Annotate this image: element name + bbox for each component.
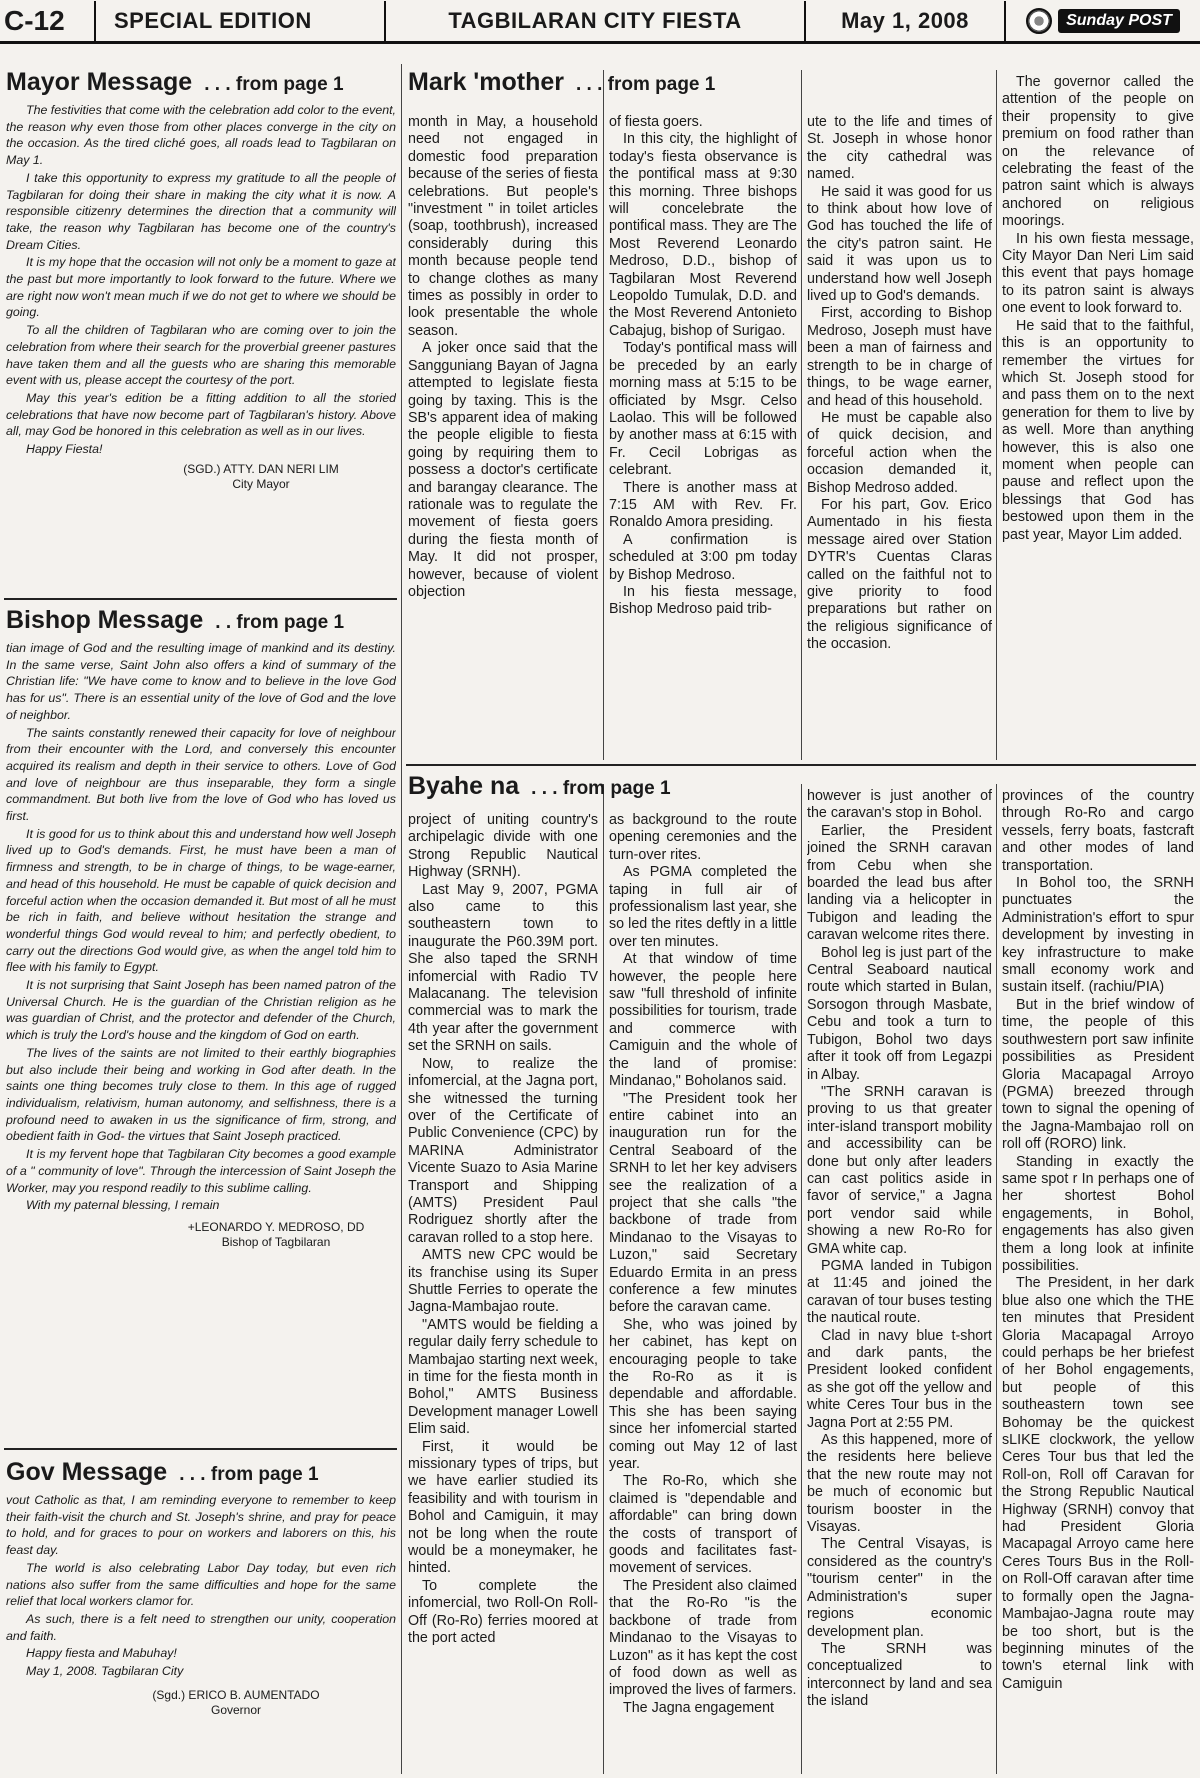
paragraph: Clad in navy blue t-short and dark pants, the President looked confident as she got off the yellow and white Ceres Tour bus in the Jagna Port at 2:55 PM. [807,1327,992,1431]
paragraph: Today's pontifical mass will be preceded by an early morning mass at 5:15 to be officiated by Msgr. Celso Laolao. This will be followed by another mass at 6:15 with Fr. Cecil Lobrigas as celebrant. [609,340,797,479]
gov-signature-title: Governor [210,1702,262,1717]
paragraph: however is just another of the caravan's stop in Bohol. [807,788,992,822]
paragraph: May 1, 2008. Tagbilaran City [26,1664,184,1679]
paragraph: With my paternal blessing, I remain [26,1198,220,1213]
headline-title: Mark 'mother [408,68,564,96]
paragraph: project of uniting country's archipelagic divide with one Strong Republic Nautical Highway (SRNH). [408,812,598,881]
headline-title: Byahe na [408,772,520,800]
paragraph: First, it would be missionary types of trips, but we have earlier studied its feasibility and with tourism in Bohol and Camiguin, it may not be long when the route would be a moneymaker, he hinted. [408,1438,598,1577]
byahe-column-1 [408,812,598,1774]
section-divider [4,1448,397,1450]
gov-signature: (Sgd.) ERICO B. AUMENTADO [152,1687,320,1702]
edition-label: SPECIAL EDITION [96,1,386,41]
paragraph: She, who was joined by her cabinet, has kept on encouraging people to take the Ro-Ro as it is dependable and affordable. This she has been saying since her infomercial started coming out May 12 of last year. [609,1316,797,1473]
paragraph: He said that to the faithful, this is an opportunity to remember the virtues for which St. Joseph stood for and pass them on to the next generation for them to live by as well. More than anything however, this is also one moment when people can pause and reflect upon the blessings that God has bestowed upon them in the past year, Mayor Lim added. [1002,317,1194,543]
paragraph: vout Catholic as that, I am reminding everyone to remember to keep their faith-visit the church and St. Joseph's shrine, and pray for peace to hold, and for graces to pour on workers and laborers on this, his feast day. [6,1493,396,1558]
mark-column-4 [1002,74,1194,760]
gov-body [6,1492,396,1680]
paragraph: The world is also celebrating Labor Day today, but even rich nations also suffer from the same difficulties and hope for the same relief that local workers clamor for. [6,1560,396,1609]
continued-from: . . . from page 1 [531,778,671,799]
paragraph: Happy fiesta and Mabuhay! [26,1646,177,1661]
paragraph: The Central Visayas, is considered as the country's "tourism center" in the Administration's super regions economic development plan. [807,1536,992,1640]
paragraph: It is not surprising that Saint Joseph has been named patron of the Universal Church. He is the guardian of the Christian religion as he was guardian of Christ, and the protector and defender of the Church, which is truly the Lord's house and the kingdom of God on earth. [6,978,396,1043]
column-rule [603,70,604,760]
issue-date: May 1, 2008 [806,1,1006,41]
headline-title: Mayor Message [6,68,193,96]
paragraph: "The President took her entire cabinet into an inauguration run for the Central Seaboard of the SRNH to let her key advisers see the realization of a project that she calls "the backbone of trade from Mindanao to the Visayas to Luzon," said Secretary Eduardo Ermita in an press conference a few minutes before the caravan came. [609,1090,797,1316]
paragraph: May this year's edition be a fitting addition to all the storied celebrations that have now become part of Tagbilaran's history. Above all, may God be honored in this celebration as well as in our lives. [6,390,396,439]
seal-icon [1026,8,1052,34]
gov-message [6,1458,396,1774]
column-rule [996,70,997,760]
mark-headline [408,68,798,104]
paragraph: The SRNH was conceptualized to interconnect by land and sea the island [807,1640,992,1710]
paragraph: In this city, the highlight of today's fiesta observance is the pontifical mass at 9:30 this morning. Three bishops will concelebrate the pontifical mass. They are The Most Reverend Leonardo Medroso, D.D., bishop of Tagbilaran Most Reverend Leopoldo Tumulak, D.D. and the Most Reverend Antonieto Cabajug, bishop of Surigao. [609,131,797,339]
paragraph: Standing in exactly the same spot r In perhaps one of her shortest Bohol engagements, in Bohol, engagements has also given them a long look at infinite possibilities. [1002,1153,1194,1274]
mayor-signature-title: City Mayor [232,476,290,491]
section-title: TAGBILARAN CITY FIESTA [386,1,806,41]
paragraph: To complete the infomercial, two Roll-On Roll-Off (Ro-Ro) ferries moored at the port acted [408,1577,598,1647]
continued-from: . . . from page 1 [179,1464,319,1485]
paragraph: It is good for us to think about this and understand how well Joseph lived up to God's demands. First, he must have been a man of firmness and strength, to be in charge of things, to be wage-earner, and head of this household. He must be capable of quick decision and forceful action when the occasion demanded it. But most of all he must be rich in faith, and believe without hesitation the strange and wonderful things God would reveal to him; and perfectly obedient, to carry out the directions God would give, as when the angel told him to flee with his family to Egypt. [6,826,396,975]
bishop-signature-title: Bishop of Tagbilaran [221,1234,331,1249]
column-rule [401,64,402,1774]
paragraph: The President also claimed that the Ro-Ro "is the backbone of trade from Mindanao to the Visayas to Luzon" as it has kept the cost of food down as well as improved the lives of farmers. [609,1577,797,1699]
section-divider [4,598,397,600]
paragraph: For his part, Gov. Erico Aumentado in his fiesta message aired over Station DYTR's Cuentas Claras called on the faithful not to give priority to food preparations but rather on the religious significance of the occasion. [807,496,992,653]
column-rule [801,784,802,1774]
paragraph: of fiesta goers. [609,114,703,130]
paragraph: The Jagna engagement [623,1699,775,1716]
continued-from: . . from page 1 [215,612,345,633]
paragraph: It is my fervent hope that Tagbilaran City becomes a good example of a " community of love". Through the intercession of Saint Joseph the Worker, may you respond readily to this sublime calling. [6,1147,396,1195]
paragraph: As this happened, more of the residents here believe that the new route may not be much of economic but tourism booster in the Visayas. [807,1432,992,1536]
bishop-signature: +LEONARDO Y. MEDROSO, DD [187,1219,365,1234]
paragraph: I take this opportunity to express my gratitude to all the people of Tagbilaran for doing their share in making the city what it is now. A responsible citizenry determines the direction that a community will take, the reason why Tagbilaran has become one of the country's Dream Cities. [6,170,396,252]
paragraph: The saints constantly renewed their capacity for love of neighbour from their encounter with the Lord, and conversely this encounter acquired its realism and depth in their service to others. Love of God and love of neighbour are thus inseparable, they form a single commandment. But both live from the love of God who has loved us first. [6,725,396,824]
paragraph: At that window of time however, the people here saw "full threshold of infinite possibilities for tourism, trade and commerce with Camiguin and the whole of the land of promise: Mindanao," Boholanos said. [609,951,797,1090]
mayor-signature: (SGD.) ATTY. DAN NERI LIM [183,461,339,476]
section-divider [406,764,1196,766]
paragraph: Now, to realize the infomercial, at the Jagna port, she witnessed the turning over of the Certificate of Public Convenience (CPC) by MARINA Administrator Vicente Suazo to Asia Marine Transport and Shipping (AMTS) President Paul Rodriguez shortly after the caravan rolled to a stop here. [408,1055,598,1246]
paragraph: A confirmation is scheduled at 3:00 pm today by Bishop Medroso. [609,531,797,583]
mark-column-1 [408,114,598,760]
paragraph: He said it was good for us to think about how love of God has touched the life of the city's patron saint. He said it was upon us to understand how well Joseph lived up to God's demands. [807,183,992,305]
logo-text: Sunday POST [1058,9,1180,33]
bishop-body [6,640,396,1214]
gov-headline [6,1458,396,1492]
paragraph: as background to the route opening ceremonies and the turn-over rites. [609,812,797,863]
bishop-message [6,606,396,1446]
paragraph: In his fiesta message, Bishop Medroso paid trib- [609,583,797,618]
mayor-message [6,68,396,596]
paragraph: Last May 9, 2007, PGMA also came to this southeastern town to inaugurate the P60.39M port. She also taped the SRNH infomercial with Radio TV Malacanang. The television commercial was to mark the 4th year after the government set the SRNH on sails. [408,881,598,1055]
mark-column-3 [807,114,992,760]
headline-title: Gov Message [6,1458,168,1486]
paragraph: ute to the life and times of St. Joseph in whose honor the city cathedral was named. [807,114,992,183]
page-number: C-12 [0,1,96,41]
paragraph: But in the brief window of time, the people of this southwestern port saw infinite possibilities as President Gloria Macapagal Arroyo (PGMA) breezed through town to signal the opening of the Jagna-Mambajao roll on roll off (RORO) link. [1002,996,1194,1153]
paragraph: To all the children of Tagbilaran who are coming over to join the celebration from where their search for the proverbial greener pastures have taken them and all the guests who are sharing this memorable event with us, please accept the courtesy of the port. [6,323,396,388]
paragraph: There is another mass at 7:15 AM with Rev. Fr. Ronaldo Amora presiding. [609,479,797,531]
paragraph: As PGMA completed the taping in full air of professionalism last year, she so led the rites deftly in a little over ten minutes. [609,864,797,950]
mayor-headline [6,68,396,102]
byahe-headline [408,772,798,808]
paragraph: The lives of the saints are not limited to their earthly biographies but also include their being and working in God after death. In the saints one thing becomes truly close to them. In this age of rugged individualism, relativism, human autonomy, and selfishness, there is a profound need to awaken in us the significance of firm, strong, and obedient faith in God- the virtues that Saint Joseph practiced. [6,1045,396,1144]
paragraph: Bohol leg is just part of the Central Seaboard nautical route which started in Bulan, Sorsogon through Masbate, Cebu and took a turn to Tubigon, Bohol two days after it took off from Legazpi in Albay. [807,944,992,1083]
paragraph: As such, there is a felt need to strengthen our unity, cooperation and faith. [6,1611,396,1643]
paragraph: First, according to Bishop Medroso, Joseph must have been a man of fairness and strength to be in charge of things, to be wage earner, and head of this household. [807,305,992,409]
paragraph: The President, in her dark blue also one which the THE ten minutes that President Gloria Macapagal Arroyo could perhaps be her briefest of her Bohol engagements, but people of this southeastern town see Bohomay be the quickest sLIKE clockwork, the yellow Ceres Tour bus that led the Roll-on, Roll off Caravan for the Strong Republic Nautical Highway (SRNH) convoy that had President Gloria Macapagal Arroyo came here Ceres Tours Bus in the Roll-on Roll-Off caravan after time to formally open the Jagna-Mambajao-Jagna route may be too short, but is the beginning minutes of the town's eternal link with Camiguin [1002,1275,1194,1692]
paragraph: In his own fiesta message, City Mayor Dan Neri Lim said this event that pays homage to its patron saint is always one event to look forward to. [1002,230,1194,317]
paragraph: "The SRNH caravan is proving to us that greater inter-island transport mobility and accessibility can be done but only after leaders can cast politics aside in favor of service," a Jagna port vendor said while showing a new Ro-Ro for GMA white cap. [807,1083,992,1257]
bishop-headline [6,606,396,640]
paragraph: He must be capable also of quick decision, and forceful action when the occasion demanded it, Bishop Medroso added. [807,409,992,496]
column-rule [801,70,802,760]
paragraph: month in May, a household need not engaged in domestic food preparation because of the series of fiesta celebrations. But people's "investment " in toilet articles (soap, toothbrush), increased considerably during this month because people tend to change clothes as many times as possibly in order to look presentable the whole season. [408,114,598,339]
byahe-column-4 [1002,788,1194,1774]
column-rule [603,784,604,1774]
headline-title: Bishop Message [6,606,204,634]
byahe-column-3 [807,788,992,1774]
column-rule [996,784,997,1774]
paragraph: Earlier, the President joined the SRNH caravan from Cebu when she boarded the lead bus after landing via a helicopter in Tubigon and leading the caravan welcome rites there. [807,822,992,944]
paragraph: "AMTS would be fielding a regular daily ferry schedule to Mambajao starting next week, in time for the fiesta month in Bohol," AMTS Business Development manager Lowell Elim said. [408,1316,598,1438]
paragraph: tian image of God and the resulting image of mankind and its destiny. In the same verse, Saint John also offers a kind of summary of the Christian life: "We have come to know and to believe in the love God has for us". There is an essential unity of the love of God and the love of neighbor. [6,641,396,722]
paragraph: It is my hope that the occasion will not only be a moment to gaze at the past but more importantly to look forward to the future. Where we are right now won't mean much if we do not get to where we should be going. [6,255,396,320]
paragraph: The Ro-Ro, which she claimed is "dependable and affordable" can bring down the costs of transport of goods and facilitates fast-movement of services. [609,1473,797,1577]
mayor-body [6,102,396,458]
byahe-column-2 [609,812,797,1774]
masthead [0,0,1200,44]
paragraph: Happy Fiesta! [26,442,103,457]
paragraph: In Bohol too, the SRNH punctuates the Administration's effort to spur development by investing in key infrastructure to make small economy work and sustain itself. (rachiu/PIA) [1002,875,1194,996]
mark-column-2 [609,114,797,760]
paragraph: The governor called the attention of the people on their propensity to give premium on food rather than on the relevance of celebrating the feast of the patron saint which is always anchored on religious moorings. [1002,74,1194,230]
continued-from: . . . from page 1 [575,74,716,95]
paragraph: A joker once said that the Sangguniang Bayan of Jagna attempted to legislate fiesta going by taxing. This is the SB's apparent idea of making the people eligible to fiesta going by requiring them to possess a doctor's certificate and barangay clearance. The rationale was to regulate the movement of fiesta goers during the fiesta month of May. It did not prosper, however, because of violent objection [408,340,598,600]
paragraph: provinces of the country through Ro-Ro and cargo vessels, ferry boats, fastcraft and other modes of land transportation. [1002,788,1194,874]
paragraph: PGMA landed in Tubigon at 11:45 and joined the caravan of tour buses testing the nautical route. [807,1257,992,1327]
newspaper-logo [1006,8,1200,34]
paragraph: The festivities that come with the celebration add color to the event, the reason why even those from other places converge in the city on the occasion. As the tired cliché goes, all roads lead to Tagbilaran on May 1. [6,103,396,168]
continued-from: . . . from page 1 [204,74,344,95]
paragraph: AMTS new CPC would be its franchise using its Super Shuttle Ferries to operate the Jagna-Mambajao route. [408,1247,598,1316]
